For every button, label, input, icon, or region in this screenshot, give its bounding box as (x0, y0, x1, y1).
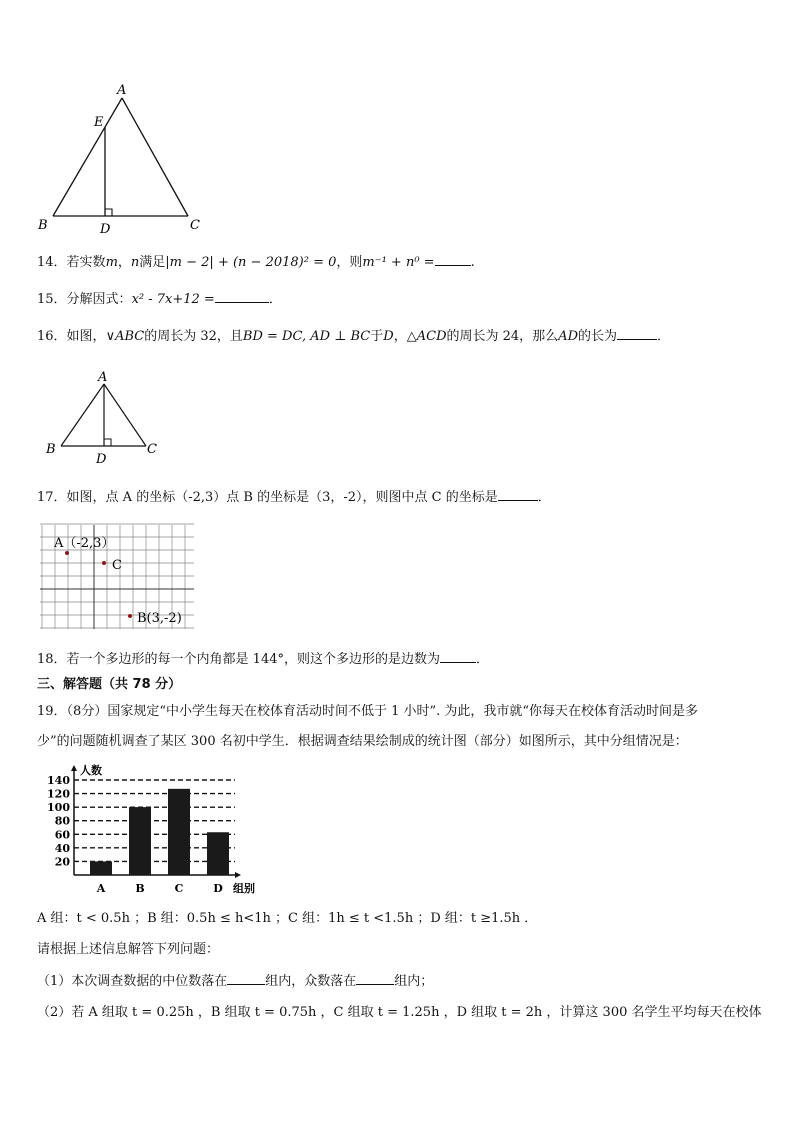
answer-blank[interactable] (498, 488, 538, 501)
point-c (102, 561, 106, 565)
question-19-line1: 19．（8分）国家规定“中小学生每天在校体育活动时间不低于 1 小时”. 为此，我市就“你每天在校体育活动时间是多 (37, 704, 699, 719)
y-tick-label: 120 (47, 787, 70, 801)
label-point-a: A（-2,3） (54, 536, 115, 551)
question-18: 18．若一个多边形的每一个内角都是 144°，则这个多边形的是边数为 ． (37, 652, 490, 667)
x-axis-arrow (235, 872, 241, 878)
question-19-line2: 少”的问题随机调查了某区 300 名初中学生．根据调查结果绘制成的统计图（部分）如图所示，其中分组情况是： (37, 734, 688, 749)
x-tick-label: A (96, 882, 106, 895)
y-tick-label: 40 (54, 841, 70, 855)
bar-a (90, 861, 112, 875)
y-tick-label: 140 (47, 774, 70, 787)
bar-d (207, 832, 229, 875)
answer-blank[interactable] (617, 327, 657, 340)
label-c: C (190, 218, 200, 233)
question-15: 15．分解因式：x² - 7x+12 = ． (37, 292, 282, 307)
bar-c (168, 789, 190, 875)
y-tick-label: 20 (54, 855, 70, 869)
label-a: A (98, 370, 108, 385)
y-axis-arrow (71, 765, 77, 771)
bar-chart (40, 760, 270, 900)
answer-blank-mode[interactable] (356, 972, 394, 985)
label-e: E (94, 115, 104, 130)
point-b (128, 614, 132, 618)
label-a: A (117, 83, 127, 98)
question-14: 14．若实数m，n满足|m − 2| + (n − 2018)² = 0，则m⁻¹ + n⁰ = . (37, 255, 475, 270)
x-tick-label: D (213, 882, 223, 895)
label-point-c: C (112, 558, 122, 573)
y-axis-label: 人数 (80, 764, 102, 777)
answer-blank-median[interactable] (227, 972, 265, 985)
label-point-b: B(3,-2) (137, 611, 182, 626)
question-19-sub1: （1）本次调查数据的中位数落在 组内，众数落在 组内； (37, 974, 434, 989)
answer-blank[interactable] (435, 253, 471, 266)
bar-b (129, 807, 151, 875)
label-c: C (147, 442, 157, 457)
x-tick-label: C (174, 882, 184, 895)
label-b: B (38, 218, 48, 233)
question-19-groups: A 组：t < 0.5h ；B 组：0.5h ≤ h<1h ；C 组：1h ≤ t <1.5h ；D 组：t ≥1.5h ． (37, 911, 538, 926)
y-tick-label: 100 (47, 801, 70, 815)
x-tick-label: B (135, 882, 145, 895)
answer-blank[interactable] (215, 290, 269, 303)
label-d: D (96, 452, 107, 467)
figure-triangle-abc-altitude (30, 78, 210, 238)
answer-blank[interactable] (440, 650, 476, 663)
y-tick-label: 80 (54, 814, 70, 828)
label-d: D (100, 222, 111, 237)
figure-triangle-ad-altitude (40, 366, 170, 468)
question-19-sub2: （2）若 A 组取 t = 0.25h ，B 组取 t = 0.75h ，C 组取 t = 1.25h ，D 组取 t = 2h ，计算这 300 名学生平均每天在校体 (37, 1005, 762, 1020)
question-16: 16．如图，∨ABC的周长为 32，且BD = DC, AD ⊥ BC于D，△ACD的周长为 24，那么AD的长为 ． (37, 329, 671, 344)
x-axis-label: 组别 (233, 882, 255, 895)
y-tick-label: 60 (54, 828, 70, 842)
label-b: B (46, 442, 56, 457)
question-19-prompt: 请根据上述信息解答下列问题： (37, 942, 220, 957)
point-a (65, 551, 69, 555)
section-3-heading: 三、解答题（共 78 分） (37, 677, 182, 692)
question-17: 17．如图，点 A 的坐标（-2,3）点 B 的坐标是（3，-2），则图中点 C 的坐标是 ． (37, 490, 551, 505)
coordinate-grid-figure (38, 523, 198, 633)
